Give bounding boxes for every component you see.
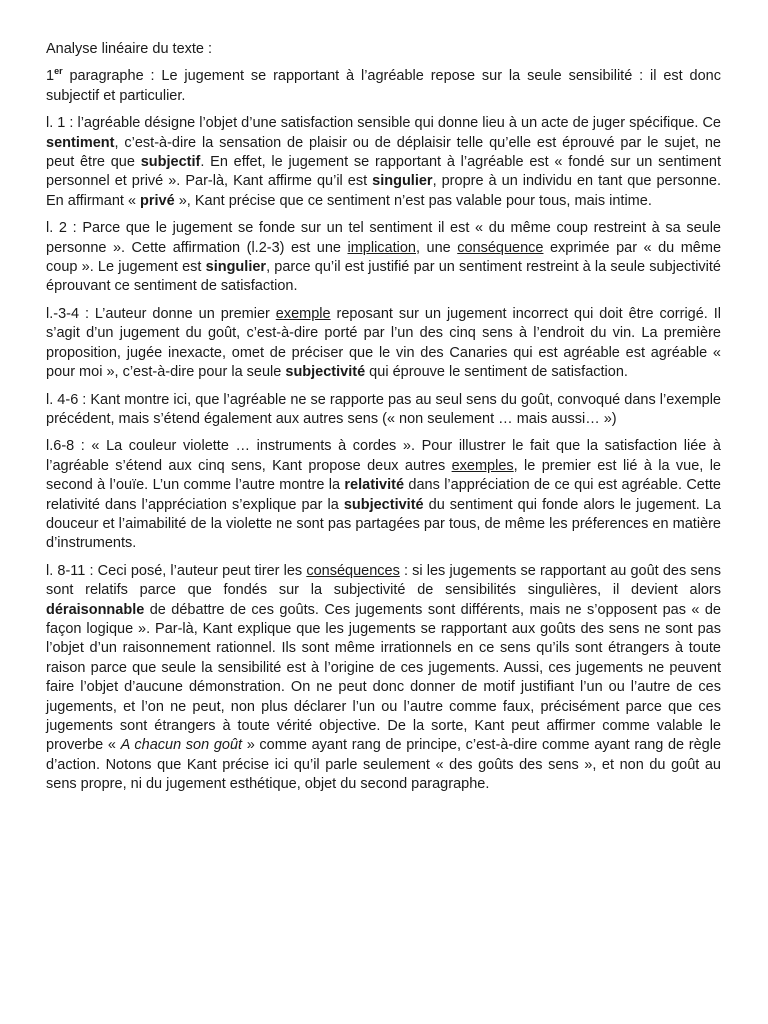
paragraph-1-text: paragraphe : Le jugement se rapportant à l’agréable repose sur la seule sensibilité : il est donc subjectif et particulier. xyxy=(46,68,721,104)
text-run: l. 2 : Parce que le jugement se fonde sur un tel sentiment il est « du même coup restreint à sa seule personne ». Cette affirmation (l.2-3) est une xyxy=(46,220,721,256)
text-run: qui éprouve le sentiment de satisfaction. xyxy=(365,364,628,381)
text-run: l. 1 : l’agréable désigne l’objet d’une satisfaction sensible qui donne lieu à un acte de juger spécifique. Ce xyxy=(46,115,721,132)
paragraph-5 xyxy=(46,391,721,430)
underlined-term: conséquence xyxy=(457,239,544,256)
bold-term: singulier xyxy=(372,173,433,190)
bold-term: singulier xyxy=(205,259,267,276)
text-run: l.-3-4 : L’auteur donne un premier xyxy=(46,305,276,322)
text-run: reposant sur un jugement incorrect qui doit être corrigé. Il s’agit d’un jugement du goût, c’est-à-dire porté par l’un des cinq sens à l’endroit du vin. La première proposition, jugée inexacte, omet de préciser que le vin des Canaries qui est agréable est agréable « pour moi », c’est-à-dire pour la seule xyxy=(46,305,721,381)
text-run: , une xyxy=(416,239,458,256)
bold-term: privé xyxy=(140,192,175,209)
paragraph-6 xyxy=(46,437,721,553)
bold-term: déraisonnable xyxy=(46,601,145,618)
text-run: : si les jugements se rapportant au goût des sens sont relatifs parce que fondés sur la subjectivité de sensibilités singulières, il devient alors xyxy=(46,562,721,599)
bold-term: sentiment xyxy=(46,134,115,151)
paragraph-7 xyxy=(46,562,721,795)
paragraph-1 xyxy=(46,67,721,106)
text-run: du sentiment qui fonde alors le jugement. La douceur et l’aimabilité de la violette ne sont pas partagées par tous, de même les préferences en matière d’instruments. xyxy=(46,496,721,552)
paragraph-2 xyxy=(46,114,721,211)
paragraph-3 xyxy=(46,219,721,297)
text-run: l.6-8 : « La couleur violette … instruments à cordes ». Pour illustrer le fait que la satisfaction liée à l’agréable s’étend aux cinq sens, Kant propose deux autres xyxy=(46,438,721,474)
text-run: l. 4-6 : Kant montre ici, que l’agréable ne se rapporte pas au seul sens du goût, convoqué dans l’exemple précédent, mais s’étend également aux autres sens (« non seulement … mais aussi… ») xyxy=(46,391,721,427)
text-run: , le premier est lié à la vue, le second à l’ouïe. L’un comme l’autre montre la xyxy=(46,457,721,494)
text-run: , propre à un individu en tant que personne. En affirmant « xyxy=(46,173,721,209)
text-run: dans l’appréciation de ce qui est agréable. Cette relativité dans l’appréciation s’explique par la xyxy=(46,477,721,513)
underlined-term: conséquences xyxy=(306,562,400,579)
underlined-term: exemples xyxy=(451,457,514,474)
text-run: exprimée par « du même coup ». Le jugement est xyxy=(46,239,722,276)
bold-term: relativité xyxy=(344,477,405,494)
paragraph-1-ordinal: er xyxy=(54,66,63,77)
bold-term: subjectivité xyxy=(285,364,366,381)
italic-quote: A chacun son goût xyxy=(120,737,243,754)
underlined-term: exemple xyxy=(275,305,331,322)
text-run: », Kant précise que ce sentiment n’est pas valable pour tous, mais intime. xyxy=(174,192,652,209)
text-run: de débattre de ces goûts. Ces jugements sont différents, mais ne s’opposent pas « de façon logique ». Par-là, Kant explique que les jugements se rapportant aux goûts des sens ne sont pas l’objet d’un raisonnement rationnel. Ils sont même irrationnels en ce sens qu’ils sont étrangers à toute raison parce que seule la sensibilité est à l’origine de ces jugements. Aussi, ces jugements ne peuvent faire l’objet d’aucune démonstration. On ne peut donc donner de motif justifiant l’un ou l’autre de ces jugements, et l’on ne peut, non plus déclarer l’un ou l’autre comme faux, précisément parce que ces jugements sont étrangers à toute vérité objective. De la sorte, Kant peut affirmer comme valable le proverbe « xyxy=(46,601,721,754)
text-run: » comme ayant rang de principe, c’est-à-dire comme ayant rang de règle d’action. Notons que Kant précise ici qu’il parle seulement « des goûts des sens », et non du goût au sens propre, ni du jugement esthétique, objet du second paragraphe. xyxy=(46,737,722,793)
underlined-term: implication xyxy=(347,239,416,256)
text-run: . En effet, le jugement se rapportant à l’agréable est « fondé sur un sentiment personnel et privé ». Par-là, Kant affirme qu’il est xyxy=(46,154,721,190)
text-run: , parce qu’il est justifié par un sentiment restreint à la seule subjectivité éprouvant ce sentiment de satisfaction. xyxy=(46,259,721,295)
document-page xyxy=(46,40,721,803)
document-heading: Analyse linéaire du texte : xyxy=(46,41,213,57)
bold-term: subjectivité xyxy=(343,496,424,513)
paragraph-1-number: 1 xyxy=(46,68,55,85)
bold-term: subjectif xyxy=(140,154,201,171)
text-run: l. 8-11 : Ceci posé, l’auteur peut tirer les xyxy=(46,562,307,579)
paragraph-4 xyxy=(46,305,721,383)
text-run: , c’est-à-dire la sensation de plaisir ou de déplaisir telle qu’elle est éprouvé par le sujet, ne peut être que xyxy=(46,134,721,171)
